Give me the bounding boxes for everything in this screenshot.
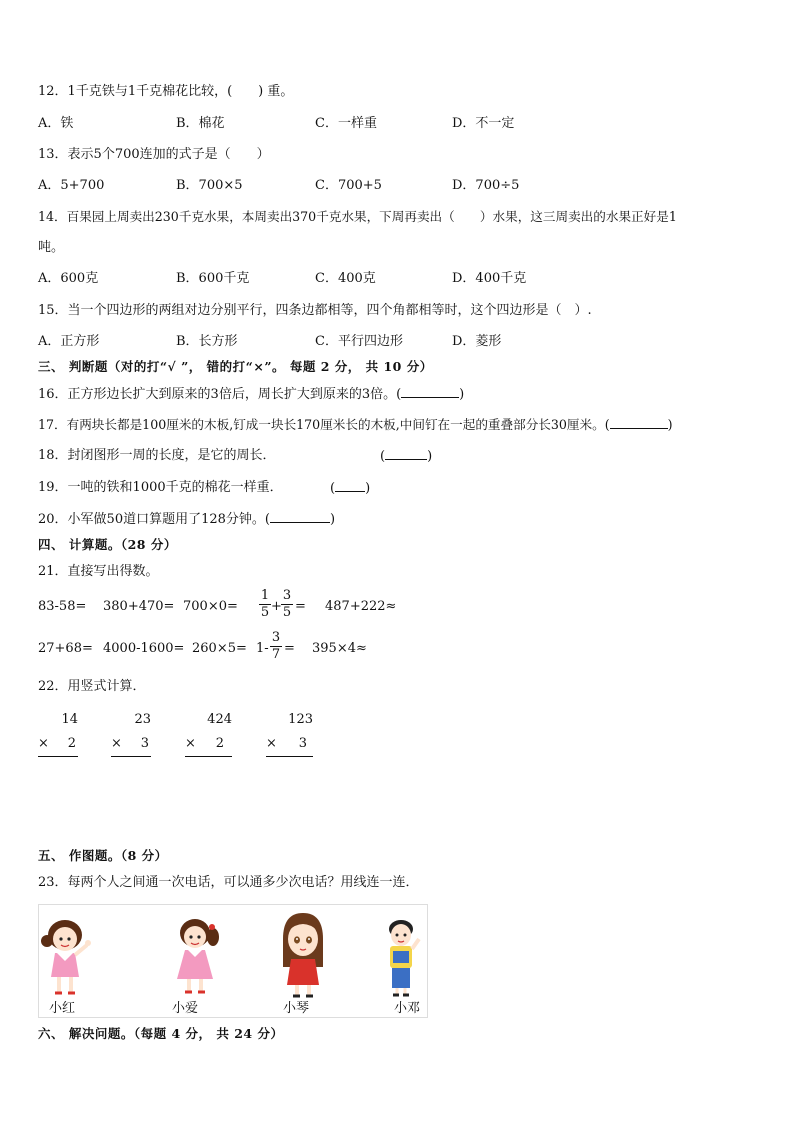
times-sign: × xyxy=(266,736,277,751)
q19-open-paren: ( xyxy=(330,481,336,496)
fraction-denominator: 5 xyxy=(260,605,270,620)
q14-option-b: B．600千克 xyxy=(176,271,250,286)
q21-frac-equals: = xyxy=(295,599,306,614)
q21-expr-3: 700×0= xyxy=(183,599,238,614)
fraction-numerator: 1 xyxy=(260,588,270,603)
times-sign: × xyxy=(185,736,196,751)
q12-stem: 12．1千克铁与1千克棉花比较，( ) 重。 xyxy=(38,84,294,99)
multiplier: 2 xyxy=(215,736,224,751)
q17-answer-blank[interactable] xyxy=(610,416,668,429)
q21-expr-6: 4000-1600= xyxy=(103,641,185,656)
q21-stem: 21．直接写出得数。 xyxy=(38,564,159,579)
name-label-xiaohong: 小红 xyxy=(49,1001,76,1016)
q16-text: 16．正方形边长扩大到原来的3倍后，周长扩大到原来的3倍。( xyxy=(38,387,402,402)
section-6-heading: 六、 解决问题。（每题 4 分， 共 24 分） xyxy=(38,1026,284,1041)
answer-line xyxy=(38,756,78,757)
name-label-xiaoai: 小爱 xyxy=(172,1001,199,1016)
answer-line xyxy=(111,756,151,757)
q21-frac-3-7 xyxy=(270,630,282,663)
times-sign: × xyxy=(111,736,122,751)
fraction-numerator: 3 xyxy=(271,630,281,645)
answer-line xyxy=(266,756,313,757)
q13-stem: 13．表示5个700连加的式子是（ ） xyxy=(38,147,270,162)
multiplicand: 23 xyxy=(134,712,151,727)
q16-close-paren: ) xyxy=(459,387,465,402)
multiplicand: 424 xyxy=(207,712,232,727)
name-label-xiaoqin: 小琴 xyxy=(283,1001,310,1016)
multiplier: 2 xyxy=(67,736,76,751)
q12-option-c: C．一样重 xyxy=(315,116,377,131)
q14-stem-line2: 吨。 xyxy=(38,240,65,255)
q23-picture-panel xyxy=(38,904,428,1018)
q21-frac2-equals: = xyxy=(284,641,295,656)
q21-expr-7: 260×5= xyxy=(192,641,247,656)
q15-option-c: C．平行四边形 xyxy=(315,334,403,349)
q16-answer-blank[interactable] xyxy=(401,385,459,398)
times-sign: × xyxy=(38,736,49,751)
multiplier: 3 xyxy=(298,736,307,751)
q18-answer-blank[interactable] xyxy=(385,447,427,460)
multiplier: 3 xyxy=(140,736,149,751)
q17-row xyxy=(38,416,673,434)
q14-option-a: A．600克 xyxy=(38,271,99,286)
section-3-heading: 三、 判断题（对的打“√ ”， 错的打“×”。 每题 2 分， 共 10 分） xyxy=(38,359,433,374)
fraction-denominator: 7 xyxy=(271,647,281,662)
q13-option-d: D．700÷5 xyxy=(452,178,520,193)
q20-answer-blank[interactable] xyxy=(270,510,330,523)
q12-option-b: B．棉花 xyxy=(176,116,225,131)
q20-text: 20．小军做50道口算题用了128分钟。( xyxy=(38,512,270,527)
q12-option-a: A．铁 xyxy=(38,116,74,131)
q14-stem-line1: 14．百果园上周卖出230千克水果，本周卖出370千克水果，下周再卖出（ ）水果，这三周卖出的水果正好是1 xyxy=(38,209,677,224)
q20-row xyxy=(38,510,335,529)
q18-text: 18．封闭图形一周的长度，是它的周长． xyxy=(38,448,276,463)
name-label-xiaodeng: 小邓 xyxy=(394,1001,421,1016)
q19-close-paren: ) xyxy=(365,481,371,496)
q21-expr-1: 83-58= xyxy=(38,599,87,614)
q19-answer xyxy=(330,479,370,498)
section-5-heading: 五、 作图题。（8 分） xyxy=(38,848,168,863)
q22-stem: 22．用竖式计算． xyxy=(38,679,146,694)
q15-option-b: B．长方形 xyxy=(176,334,238,349)
q21-expr-8: 395×4≈ xyxy=(312,641,367,656)
q21-expr-4: 487+222≈ xyxy=(325,599,397,614)
q19-answer-blank[interactable] xyxy=(335,479,365,492)
q21-frac-3-5 xyxy=(281,588,293,621)
q18-answer xyxy=(380,447,432,466)
q13-option-b: B．700×5 xyxy=(176,178,243,193)
q16-row xyxy=(38,385,464,404)
girl-xiaoai-illustration[interactable] xyxy=(167,913,225,997)
q21-expr-2: 380+470= xyxy=(103,599,175,614)
q19-text: 19．一吨的铁和1000千克的棉花一样重． xyxy=(38,480,283,495)
q18-close-paren: ) xyxy=(427,449,433,464)
q15-stem: 15．当一个四边形的两组对边分别平行，四条边都相等，四个角都相等时，这个四边形是（ ）. xyxy=(38,303,592,318)
q14-option-c: C．400克 xyxy=(315,271,376,286)
fraction-numerator: 3 xyxy=(282,588,292,603)
answer-line xyxy=(185,756,232,757)
q21-frac-plus: + xyxy=(271,599,282,614)
q15-option-a: A．正方形 xyxy=(38,334,100,349)
q20-close-paren: ) xyxy=(329,512,336,527)
q14-option-d: D．400千克 xyxy=(452,271,527,286)
q13-option-c: C．700+5 xyxy=(315,178,382,193)
q17-text: 17．有两块长都是100厘米的木板,钉成一块长170厘米长的木板,中间钉在一起的重叠部分长30厘米。( xyxy=(38,417,610,432)
boy-xiaodeng-illustration[interactable] xyxy=(377,915,427,999)
q15-option-d: D．菱形 xyxy=(452,334,502,349)
q23-stem: 23．每两个人之间通一次电话，可以通多少次电话？用线连一连． xyxy=(38,875,419,890)
girl-xiaohong-illustration[interactable] xyxy=(39,915,101,997)
girl-xiaoqin-illustration[interactable] xyxy=(275,909,331,999)
q17-close-paren: ) xyxy=(667,417,673,432)
fraction-denominator: 5 xyxy=(282,605,292,620)
q13-option-a: A．5+700 xyxy=(38,178,105,193)
q12-option-d: D．不一定 xyxy=(452,116,515,131)
q21-frac-1-5 xyxy=(259,588,271,621)
multiplicand: 123 xyxy=(288,712,313,727)
q21-frac2-prefix: 1- xyxy=(256,641,269,656)
q21-expr-5: 27+68= xyxy=(38,641,93,656)
multiplicand: 14 xyxy=(61,712,78,727)
section-4-heading: 四、 计算题。（28 分） xyxy=(38,537,177,552)
q18-open-paren: ( xyxy=(380,449,386,464)
